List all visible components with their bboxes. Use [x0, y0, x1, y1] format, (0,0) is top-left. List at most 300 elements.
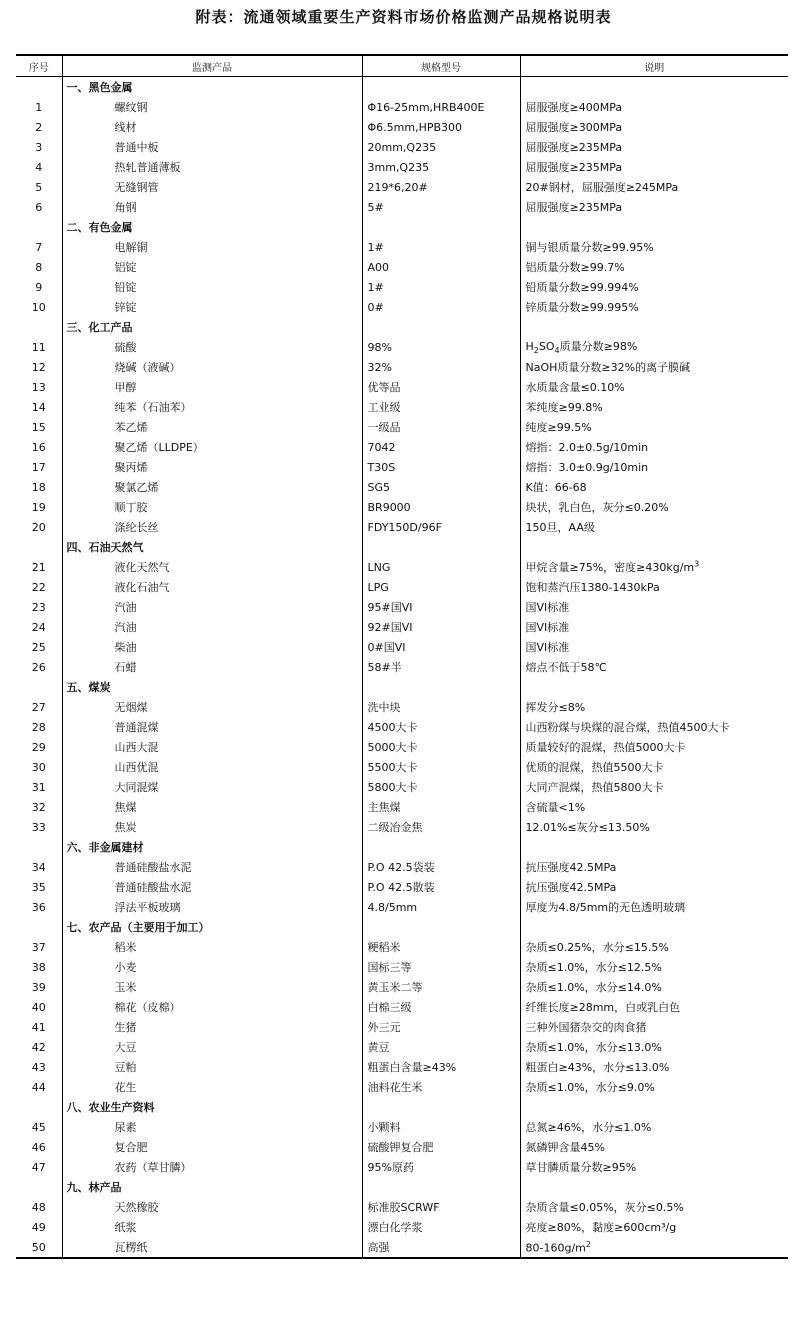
category-no-cell — [16, 217, 62, 237]
product-name: 汽油 — [62, 597, 362, 617]
description: 饱和蒸汽压1380-1430kPa — [520, 577, 788, 597]
table-row — [16, 357, 788, 377]
description: 抗压强度42.5MPa — [520, 857, 788, 877]
description: 氮磷钾含量45% — [520, 1137, 788, 1157]
spec-model: 粗蛋白含量≥43% — [362, 1057, 520, 1077]
table-row — [16, 597, 788, 617]
row-number: 10 — [31, 300, 46, 314]
product-name: 角钢 — [62, 197, 362, 217]
category-spec-cell — [362, 677, 520, 697]
category-spec-cell — [362, 77, 520, 98]
spec-model: P.O 42.5散装 — [362, 877, 520, 897]
row-number: 14 — [31, 400, 46, 414]
category-row — [16, 1097, 788, 1117]
category-row — [16, 917, 788, 937]
description: 12.01%≤灰分≤13.50% — [520, 817, 788, 837]
category-desc-cell — [520, 1177, 788, 1197]
row-number: 34 — [31, 860, 46, 874]
product-name: 大同混煤 — [62, 777, 362, 797]
product-name: 普通中板 — [62, 137, 362, 157]
row-number: 33 — [31, 820, 46, 834]
spec-model: 黄玉米二等 — [362, 977, 520, 997]
row-number: 25 — [31, 640, 46, 654]
row-number: 2 — [35, 120, 43, 134]
table-row — [16, 577, 788, 597]
row-number: 48 — [31, 1200, 46, 1214]
description: NaOH质量分数≥32%的离子膜碱 — [520, 357, 788, 377]
table-row — [16, 197, 788, 217]
description: 铜与银质量分数≥99.95% — [520, 237, 788, 257]
spec-model: FDY150D/96F — [362, 517, 520, 537]
description: 总氮≥46%，水分≤1.0% — [520, 1117, 788, 1137]
table-row — [16, 337, 788, 357]
description: 杂质≤1.0%，水分≤9.0% — [520, 1077, 788, 1097]
table-row — [16, 737, 788, 757]
description: 铝质量分数≥99.7% — [520, 257, 788, 277]
description: 杂质≤1.0%，水分≤13.0% — [520, 1037, 788, 1057]
table-row — [16, 177, 788, 197]
category-row — [16, 77, 788, 98]
description: 草甘膦质量分数≥95% — [520, 1157, 788, 1177]
description: 屈服强度≥235MPa — [520, 157, 788, 177]
description: 杂质≤1.0%，水分≤12.5% — [520, 957, 788, 977]
product-name: 棉花（皮棉） — [62, 997, 362, 1017]
spec-model: 主焦煤 — [362, 797, 520, 817]
table-row — [16, 997, 788, 1017]
row-number: 19 — [31, 500, 46, 514]
category-desc-cell — [520, 837, 788, 857]
category-spec-cell — [362, 837, 520, 857]
category-desc-cell — [520, 77, 788, 98]
spec-model: 4.8/5mm — [362, 897, 520, 917]
product-name: 无烟煤 — [62, 697, 362, 717]
table-row — [16, 1237, 788, 1258]
product-name: 顺丁胶 — [62, 497, 362, 517]
category-desc-cell — [520, 917, 788, 937]
product-name: 汽油 — [62, 617, 362, 637]
row-number: 26 — [31, 660, 46, 674]
description: 屈服强度≥400MPa — [520, 97, 788, 117]
product-name: 山西大混 — [62, 737, 362, 757]
spec-model: 黄豆 — [362, 1037, 520, 1057]
description: 纤维长度≥28mm，白或乳白色 — [520, 997, 788, 1017]
product-name: 涤纶长丝 — [62, 517, 362, 537]
category-spec-cell — [362, 1097, 520, 1117]
spec-model: 1# — [362, 277, 520, 297]
category-no-cell — [16, 77, 62, 98]
product-name: 焦炭 — [62, 817, 362, 837]
spec-model: 5# — [362, 197, 520, 217]
product-name: 稻米 — [62, 937, 362, 957]
table-row — [16, 637, 788, 657]
spec-model: 国标三等 — [362, 957, 520, 977]
description: $80-160g/m^2$ — [520, 1237, 788, 1258]
description: 屈服强度≥235MPa — [520, 197, 788, 217]
table-row — [16, 157, 788, 177]
spec-model: 油料花生米 — [362, 1077, 520, 1097]
product-name: 电解铜 — [62, 237, 362, 257]
spec-table — [16, 54, 788, 1259]
product-name: 液化石油气 — [62, 577, 362, 597]
table-row — [16, 877, 788, 897]
spec-model: 0#国VI — [362, 637, 520, 657]
table-row — [16, 857, 788, 877]
table-row — [16, 777, 788, 797]
category-no-cell — [16, 677, 62, 697]
category-no-cell — [16, 917, 62, 937]
description: 优质的混煤，热值5500大卡 — [520, 757, 788, 777]
category-label: 三、化工产品 — [62, 317, 362, 337]
product-name: 尿素 — [62, 1117, 362, 1137]
row-number: 9 — [35, 280, 43, 294]
category-desc-cell — [520, 217, 788, 237]
spec-model: 白棉三级 — [362, 997, 520, 1017]
row-number: 40 — [31, 1000, 46, 1014]
product-name: 普通硅酸盐水泥 — [62, 857, 362, 877]
spec-model: 95#国VI — [362, 597, 520, 617]
spec-model: Φ6.5mm,HPB300 — [362, 117, 520, 137]
description: 屈服强度≥235MPa — [520, 137, 788, 157]
row-number: 22 — [31, 580, 46, 594]
row-number: 50 — [16, 1237, 62, 1258]
row-number: 37 — [31, 940, 46, 954]
table-row — [16, 557, 788, 577]
table-row — [16, 477, 788, 497]
description: 纯度≥99.5% — [520, 417, 788, 437]
category-no-cell — [16, 1177, 62, 1197]
table-row — [16, 1057, 788, 1077]
header-product: 监测产品 — [62, 55, 362, 77]
product-name: 生猪 — [62, 1017, 362, 1037]
spec-model: 硫酸钾复合肥 — [362, 1137, 520, 1157]
description: 含硫量<1% — [520, 797, 788, 817]
table-row — [16, 97, 788, 117]
spec-model: 92#国VI — [362, 617, 520, 637]
description: 甲烷含量≥75%，密度$\ge 430kg/m^3$ — [520, 557, 788, 577]
product-name: 复合肥 — [62, 1137, 362, 1157]
spec-model: 7042 — [362, 437, 520, 457]
description: 国VI标准 — [520, 617, 788, 637]
page-title: 附表：流通领域重要生产资料市场价格监测产品规格说明表 — [195, 8, 612, 26]
table-row — [16, 377, 788, 397]
spec-model: SG5 — [362, 477, 520, 497]
spec-model: 高强 — [362, 1237, 520, 1258]
table-row — [16, 457, 788, 477]
table-row — [16, 617, 788, 637]
description: 杂质≤0.25%，水分≤15.5% — [520, 937, 788, 957]
spec-model: 漂白化学浆 — [362, 1217, 520, 1237]
product-name: 天然橡胶 — [62, 1197, 362, 1217]
spec-model: 洗中块 — [362, 697, 520, 717]
spec-model: 5500大卡 — [362, 757, 520, 777]
category-spec-cell — [362, 537, 520, 557]
product-name: 烧碱（液碱） — [62, 357, 362, 377]
table-body — [16, 77, 788, 1259]
category-row — [16, 317, 788, 337]
table-row — [16, 1017, 788, 1037]
product-name: 甲醇 — [62, 377, 362, 397]
category-label: 七、农产品（主要用于加工） — [62, 917, 362, 937]
table-row — [16, 797, 788, 817]
product-name: 柴油 — [62, 637, 362, 657]
row-number: 12 — [31, 360, 46, 374]
description: 抗压强度42.5MPa — [520, 877, 788, 897]
spec-model: LNG — [362, 557, 520, 577]
product-name: 铅锭 — [62, 277, 362, 297]
row-number: 38 — [31, 960, 46, 974]
description: K值：66-68 — [520, 477, 788, 497]
product-name: 硫酸 — [62, 337, 362, 357]
table-row — [16, 957, 788, 977]
row-number: 8 — [35, 260, 43, 274]
category-row — [16, 837, 788, 857]
spec-model: 二级冶金焦 — [362, 817, 520, 837]
table-row — [16, 937, 788, 957]
table-header-row — [16, 55, 788, 77]
row-number: 29 — [31, 740, 46, 754]
product-name: 石蜡 — [62, 657, 362, 677]
row-number: 17 — [31, 460, 46, 474]
description: 熔点不低于58℃ — [520, 657, 788, 677]
row-number: 28 — [31, 720, 46, 734]
product-name: 热轧普通薄板 — [62, 157, 362, 177]
row-number: 4 — [35, 160, 43, 174]
table-row — [16, 1137, 788, 1157]
product-name: 线材 — [62, 117, 362, 137]
description: 国VI标准 — [520, 637, 788, 657]
spec-model: 5800大卡 — [362, 777, 520, 797]
spec-model: 95%原药 — [362, 1157, 520, 1177]
row-number: 43 — [31, 1060, 46, 1074]
spec-model: 32% — [362, 357, 520, 377]
table-row — [16, 117, 788, 137]
row-number: 16 — [31, 440, 46, 454]
header-no: 序号 — [16, 55, 62, 77]
category-spec-cell — [362, 217, 520, 237]
row-number: 32 — [31, 800, 46, 814]
table-row — [16, 257, 788, 277]
product-name: 山西优混 — [62, 757, 362, 777]
table-row — [16, 1217, 788, 1237]
description: 质量较好的混煤，热值5000大卡 — [520, 737, 788, 757]
product-name: 农药（草甘膦） — [62, 1157, 362, 1177]
category-desc-cell — [520, 317, 788, 337]
spec-model: 5000大卡 — [362, 737, 520, 757]
table-row — [16, 977, 788, 997]
description: 水质量含量≤0.10% — [520, 377, 788, 397]
table-row — [16, 1197, 788, 1217]
table-row — [16, 757, 788, 777]
row-number: 5 — [35, 180, 43, 194]
table-row — [16, 1117, 788, 1137]
description: 块状，乳白色，灰分≤0.20% — [520, 497, 788, 517]
spec-model: Φ16-25mm,HRB400E — [362, 97, 520, 117]
row-number: 24 — [31, 620, 46, 634]
spec-model: T30S — [362, 457, 520, 477]
spec-model: 标准胶SCRWF — [362, 1197, 520, 1217]
product-name: 浮法平板玻璃 — [62, 897, 362, 917]
category-no-cell — [16, 537, 62, 557]
row-number: 41 — [31, 1020, 46, 1034]
table-row — [16, 1037, 788, 1057]
spec-model: 0# — [362, 297, 520, 317]
row-number: 13 — [31, 380, 46, 394]
category-label: 四、石油天然气 — [62, 537, 362, 557]
description: 大同产混煤，热值5800大卡 — [520, 777, 788, 797]
table-row — [16, 497, 788, 517]
table-row — [16, 297, 788, 317]
table-row — [16, 1077, 788, 1097]
description: 锌质量分数≥99.995% — [520, 297, 788, 317]
spec-model: 98% — [362, 337, 520, 357]
product-name: 无缝钢管 — [62, 177, 362, 197]
spec-model: 外三元 — [362, 1017, 520, 1037]
spec-model: 4500大卡 — [362, 717, 520, 737]
row-number: 42 — [31, 1040, 46, 1054]
category-label: 一、黑色金属 — [62, 77, 362, 98]
description: $H_2SO_4$质量分数≥98% — [520, 337, 788, 357]
category-label: 二、有色金属 — [62, 217, 362, 237]
spec-model: 粳稻米 — [362, 937, 520, 957]
description: 杂质≤1.0%，水分≤14.0% — [520, 977, 788, 997]
category-desc-cell — [520, 537, 788, 557]
table-row — [16, 897, 788, 917]
table-row — [16, 657, 788, 677]
description: 三种外国猪杂交的肉食猪 — [520, 1017, 788, 1037]
row-number: 18 — [31, 480, 46, 494]
description: 铅质量分数≥99.994% — [520, 277, 788, 297]
product-name: 花生 — [62, 1077, 362, 1097]
row-number: 49 — [31, 1220, 46, 1234]
description: 150旦，AA级 — [520, 517, 788, 537]
spec-model: 58#半 — [362, 657, 520, 677]
row-number: 44 — [31, 1080, 46, 1094]
product-name: 小麦 — [62, 957, 362, 977]
spec-model: 优等品 — [362, 377, 520, 397]
description: 挥发分≤8% — [520, 697, 788, 717]
table-row — [16, 697, 788, 717]
row-number: 1 — [35, 100, 43, 114]
category-no-cell — [16, 837, 62, 857]
product-name: 大豆 — [62, 1037, 362, 1057]
row-number: 45 — [31, 1120, 46, 1134]
row-number: 31 — [31, 780, 46, 794]
description: 杂质含量≤0.05%，灰分≤0.5% — [520, 1197, 788, 1217]
category-row — [16, 1177, 788, 1197]
description: 厚度为4.8/5mm的无色透明玻璃 — [520, 897, 788, 917]
table-row — [16, 237, 788, 257]
product-name: 聚乙烯（LLDPE） — [62, 437, 362, 457]
row-number: 23 — [31, 600, 46, 614]
product-name: 瓦楞纸 — [62, 1237, 362, 1258]
row-number: 7 — [35, 240, 43, 254]
row-number: 20 — [31, 520, 46, 534]
row-number: 47 — [31, 1160, 46, 1174]
row-number: 6 — [35, 200, 43, 214]
spec-model: 20mm,Q235 — [362, 137, 520, 157]
product-name: 豆粕 — [62, 1057, 362, 1077]
category-desc-cell — [520, 1097, 788, 1117]
product-name: 聚丙烯 — [62, 457, 362, 477]
spec-model: 小颗料 — [362, 1117, 520, 1137]
row-number: 46 — [31, 1140, 46, 1154]
row-number: 39 — [31, 980, 46, 994]
category-label: 六、非金属建材 — [62, 837, 362, 857]
product-name: 螺纹钢 — [62, 97, 362, 117]
table-row — [16, 817, 788, 837]
table-row — [16, 137, 788, 157]
table-row — [16, 1157, 788, 1177]
description: 熔指：3.0±0.9g/10min — [520, 457, 788, 477]
row-number: 21 — [31, 560, 46, 574]
product-name: 玉米 — [62, 977, 362, 997]
table-row — [16, 397, 788, 417]
product-name: 普通硅酸盐水泥 — [62, 877, 362, 897]
category-label: 九、林产品 — [62, 1177, 362, 1197]
category-spec-cell — [362, 917, 520, 937]
category-row — [16, 217, 788, 237]
description: 20#钢材，屈服强度≥245MPa — [520, 177, 788, 197]
row-number: 3 — [35, 140, 43, 154]
product-name: 苯乙烯 — [62, 417, 362, 437]
row-number: 30 — [31, 760, 46, 774]
description: 熔指：2.0±0.5g/10min — [520, 437, 788, 457]
spec-model: 219*6,20# — [362, 177, 520, 197]
description: 粗蛋白≥43%，水分≤13.0% — [520, 1057, 788, 1077]
product-name: 焦煤 — [62, 797, 362, 817]
row-number: 11 — [31, 340, 46, 354]
product-name: 纸浆 — [62, 1217, 362, 1237]
product-name: 铝锭 — [62, 257, 362, 277]
product-name: 普通混煤 — [62, 717, 362, 737]
row-number: 15 — [31, 420, 46, 434]
description: 屈服强度≥300MPa — [520, 117, 788, 137]
header-desc: 说明 — [520, 55, 788, 77]
spec-model: P.O 42.5袋装 — [362, 857, 520, 877]
spec-model: 3mm,Q235 — [362, 157, 520, 177]
category-label: 五、煤炭 — [62, 677, 362, 697]
product-name: 纯苯（石油苯） — [62, 397, 362, 417]
table-row — [16, 517, 788, 537]
product-name: 液化天然气 — [62, 557, 362, 577]
spec-model: 一级品 — [362, 417, 520, 437]
row-number: 35 — [31, 880, 46, 894]
header-spec: 规格型号 — [362, 55, 520, 77]
description: 亮度≥80%，黏度≥600cm³/g — [520, 1217, 788, 1237]
category-row — [16, 537, 788, 557]
table-row — [16, 417, 788, 437]
table-row — [16, 437, 788, 457]
spec-model: 工业级 — [362, 397, 520, 417]
description: 山西粉煤与块煤的混合煤，热值4500大卡 — [520, 717, 788, 737]
category-no-cell — [16, 317, 62, 337]
category-label: 八、农业生产资料 — [62, 1097, 362, 1117]
table-row — [16, 277, 788, 297]
category-spec-cell — [362, 317, 520, 337]
category-desc-cell — [520, 677, 788, 697]
category-row — [16, 677, 788, 697]
spec-model: LPG — [362, 577, 520, 597]
description: 苯纯度≥99.8% — [520, 397, 788, 417]
row-number: 36 — [31, 900, 46, 914]
row-number: 27 — [31, 700, 46, 714]
spec-model: 1# — [362, 237, 520, 257]
spec-model: BR9000 — [362, 497, 520, 517]
category-spec-cell — [362, 1177, 520, 1197]
description: 国VI标准 — [520, 597, 788, 617]
product-name: 聚氯乙烯 — [62, 477, 362, 497]
category-no-cell — [16, 1097, 62, 1117]
